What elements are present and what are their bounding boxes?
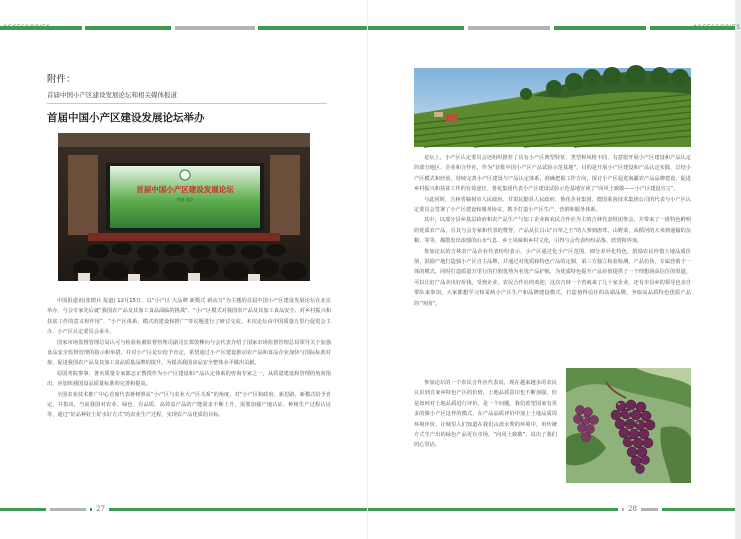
forum-photo bbox=[58, 133, 310, 281]
paragraph: 参加论坛的一个农民合作社代表说，现在越来越多的农民认识到自家乡特色产区的价值，土地品质意识也不断加强，但是如何对土地品质进行评价，是一个问题。我们希望国家有更多的像小产区这样的模式，在产品品质评价中加上土地品质周环境评价，让城里人们知道在我们山清水秀的环境中，用传统方式生产出的绿色产品更有市场，“向风土致敬”，说出了我们的心里话。 bbox=[414, 380, 557, 449]
footer-bar-left-2 bbox=[90, 508, 367, 511]
header-bar-left-3 bbox=[258, 26, 367, 30]
left-article-body bbox=[47, 296, 331, 421]
header-bar-right-2 bbox=[554, 26, 646, 30]
screen-title: 首届中国小产区建设发展论坛 bbox=[136, 185, 234, 194]
header-bar-right bbox=[368, 26, 464, 30]
grapes-illustration bbox=[566, 368, 691, 483]
article-heading: 首届中国小产区建设发展论坛举办 bbox=[47, 112, 205, 124]
paragraph: 参加论坛的吉林农产品企业代表纷纷表示，小产区通过化小产区范围，细分差异化特色，鼓励农民珍惜土地品质价值，鼓励产地打造独小产区自主品牌，并通过对优质和特色产品的定制，第三方独立检验检测、产品仿伪，专属营销于一体的模式，同时打造质量万里行的打假优势为名优产品护航，为优质特色提升产品价值提供了一个理想场高信任的渠道，可以让好产品卖出好价钱，受到企业、农民合作社的欢迎，这次吉林一个省就来了几十家企业，还有市县乡的领导也亲自带队来参加，大家都想学习和采纳小产区生产和品牌建设模式，打造值得信任的高端品牌，争取高品质特色优质产品的“突围”。 bbox=[414, 248, 691, 307]
forum-photo-illustration bbox=[58, 133, 310, 281]
paragraph: 论坛上，小产区认定委员会还组织推荐了具有小产区典型特征、类型和风格不同、有意愿开展小产区建设和产品认定的部分地区、企业和合作社，作为“首批中国小产区产品试验示范基地”，目的是开展小产区建设和产品认定实践，总结小产区模式和经验，持续完善小产区建设与产品认定体系，准确把握工作方向，探讨小产区促进南疆农产品品牌建设、促进乡村振兴和扶贫工作的有效途径。鲁花集团代表小产区建设试验示范基地宣读了“向风土致敬——小产区建设宣言”。 bbox=[414, 155, 691, 193]
annex-label: 附件： bbox=[47, 74, 76, 85]
paragraph: 其中，以部分县乡基层政府和农产品生产与加工企业和农民合作社为主的吉林代表组团参会，并带来了一批特色鲜明的优质农产品，引其与会专家和代表的赞誉。产品从长白山“百草之王”的人参到唐茸、山野菜，从稻河的大米到通榆的杂粮、等等，都散发出浓郁的山水气息、乡土风味和乡村文化，引得与会代表纷纷品鉴、欣赏和咨询。 bbox=[414, 217, 691, 245]
paragraph: 与此同时，吉林省榆树市人民政府、甘肃民勤县人民政府、鲁花企业集团、德国莱茵技术集团公司的代表与小产区认定委员会签署了小产区建设和服务协议，携手打造小产区生产、营销和服务体系。 bbox=[414, 196, 691, 214]
header-bar-left-2 bbox=[85, 26, 171, 30]
vineyard-photo bbox=[414, 68, 691, 147]
header-label-left: ACCESSORIES bbox=[3, 24, 51, 31]
header-label-right: ACCESSORIES bbox=[693, 24, 741, 31]
footer-bar-left-grey bbox=[50, 508, 86, 511]
paragraph: 国家市场监督管理总局认可与检验检测监督管理司副司长郑敦柳向与会代表介绍了国家市场监督管理总局领导关于加强食品安全监督管理的指示和举措，并对小产区论坛给予肯定，希望通过小产区建设推动农产品和食品企业加快与国际标准对接，促进我国农产品及其加工食品质量品牌的提升，为提高我国食品安全整体水平做出贡献。 bbox=[47, 339, 331, 367]
right-page bbox=[368, 0, 741, 539]
header-bar-left-grey bbox=[175, 26, 255, 30]
annex-subtitle: 首届中国小产区建设发展论坛和相关媒体报道 bbox=[47, 91, 177, 99]
paragraph: 全国农业技术推广中心首席代表蒋树照从“小产区与农业大产区关系”的角度，对“小产区和政府、新思路、新模式给予肯定，并指出，当前我国对农业、绿色、有品质、高效益产品的产能需求不断上升，需要加强产地认证、种植生产过程认证等，通过“好品种好土好水好方式”的农业生产过程，实现农产品优质的目标。 bbox=[47, 391, 331, 419]
page-number-left: 27 bbox=[92, 505, 109, 513]
footer-bar-right bbox=[368, 508, 618, 511]
vineyard-illustration bbox=[414, 68, 691, 147]
footer-bar-left bbox=[0, 508, 46, 511]
grapes-photo bbox=[566, 368, 691, 483]
right-article-body-top bbox=[414, 153, 691, 309]
header-bar-right-grey bbox=[468, 26, 550, 30]
right-article-body-bottom bbox=[414, 378, 557, 451]
screen-date: 中国·北京 bbox=[176, 197, 194, 202]
left-page bbox=[0, 0, 367, 539]
page-number-right: 28 bbox=[624, 505, 641, 513]
divider bbox=[47, 103, 327, 104]
paragraph: 原国务院参事、著名质量专家郎志正教授作为小产区建设和产品认定体系的咨询专家之一，从质量建设和管理的角度指出，应加快我国食品质量标准的完善和提高。 bbox=[47, 370, 331, 388]
paragraph: 中国报道讯(张德兵 报道) 12月15日，以“小产区 大品牌 新模式 新动力”为主题的首届中国小产区建设发展论坛在北京举办。与会专家先后就“我国农产品及其加工食品面临的挑战”、“小产区模式对我国农产品及其加工食品安全、对乡村振兴和扶贫工作的意义和作用”、“小产区体系、模式的建设和推广”等议题进行了研讨交流。本次论坛由中国质量万里行促进会主办、小产区认定委员会承办。 bbox=[47, 298, 331, 336]
footer-bar-right-2 bbox=[662, 508, 735, 511]
